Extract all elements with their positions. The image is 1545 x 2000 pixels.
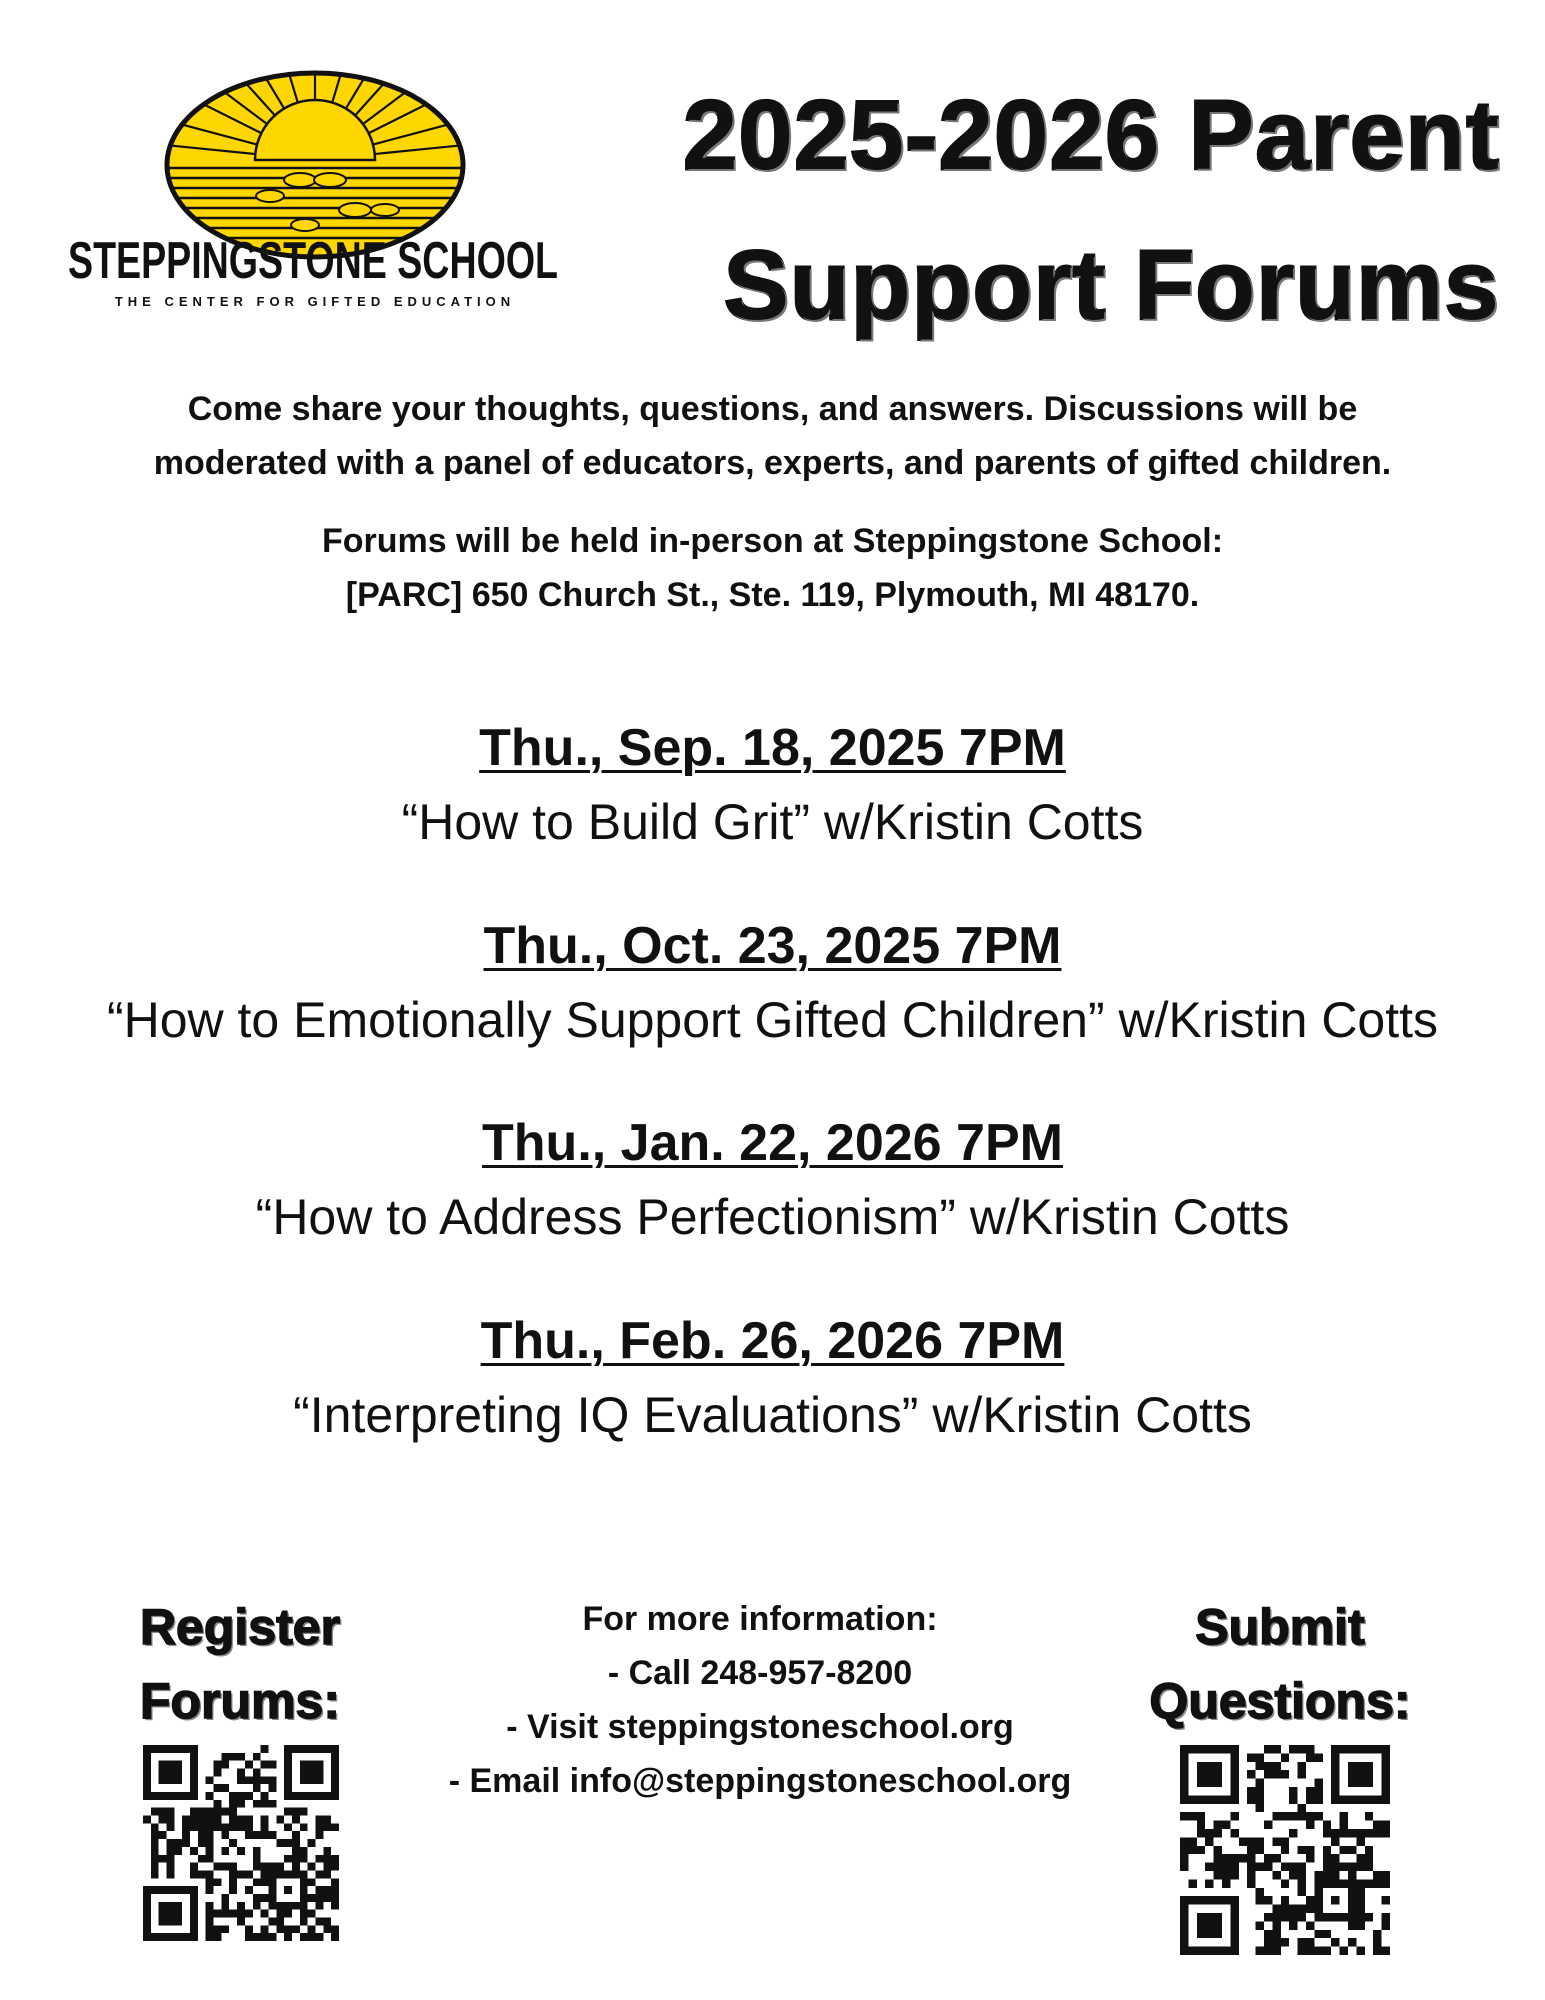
event-topic: “How to Build Grit” w/Kristin Cotts — [401, 794, 1144, 850]
page-title — [600, 60, 1500, 360]
info-heading: For more information: — [582, 1600, 938, 1638]
submit-line-1: Submit — [1195, 1599, 1365, 1655]
event-date: Thu., Oct. 23, 2025 7PM — [483, 917, 1062, 975]
info-visit: - Visit steppingstoneschool.org — [506, 1708, 1014, 1746]
info-email: - Email info@steppingstoneschool.org — [448, 1762, 1072, 1800]
intro-line-2: moderated with a panel of educators, experts, and parents of gifted children. — [153, 444, 1392, 482]
logo-school-name: STEPPINGSTONE SCHOOL — [68, 232, 558, 290]
intro-text — [30, 382, 1515, 490]
event-topic: “Interpreting IQ Evaluations” w/Kristin Cotts — [293, 1387, 1252, 1443]
event-topic: “How to Emotionally Support Gifted Children” w/Kristin Cotts — [106, 992, 1439, 1048]
submit-line-2: Questions: — [1149, 1673, 1411, 1729]
register-forums-heading — [110, 1590, 370, 1738]
event-item — [0, 715, 1545, 855]
steppingstone-school-logo — [55, 60, 575, 320]
intro-line-1: Come share your thoughts, questions, and answers. Discussions will be — [187, 390, 1358, 428]
info-call: - Call 248-957-8200 — [607, 1654, 913, 1692]
title-line-2: Support Forums — [723, 230, 1500, 340]
submit-questions-heading — [1130, 1590, 1430, 1738]
event-date: Thu., Feb. 26, 2026 7PM — [480, 1312, 1065, 1370]
event-date: Thu., Sep. 18, 2025 7PM — [479, 719, 1066, 777]
event-item — [0, 1110, 1545, 1250]
contact-info — [380, 1592, 1140, 1808]
event-topic: “How to Address Perfectionism” w/Kristin Cotts — [255, 1189, 1290, 1245]
register-line-1: Register — [139, 1599, 341, 1655]
event-item — [0, 1308, 1545, 1448]
logo-tagline: THE CENTER FOR GIFTED EDUCATION — [114, 294, 516, 309]
event-date: Thu., Jan. 22, 2026 7PM — [482, 1114, 1063, 1172]
venue-line-2: [PARC] 650 Church St., Ste. 119, Plymouth, MI 48170. — [345, 576, 1200, 614]
venue-text — [30, 514, 1515, 622]
register-qr-code[interactable] — [143, 1745, 339, 1941]
submit-qr-code[interactable] — [1180, 1745, 1390, 1955]
title-line-1: 2025-2026 Parent — [683, 80, 1500, 190]
register-line-2: Forums: — [140, 1673, 340, 1729]
venue-line-1: Forums will be held in-person at Steppingstone School: — [321, 522, 1224, 560]
event-item — [0, 913, 1545, 1053]
